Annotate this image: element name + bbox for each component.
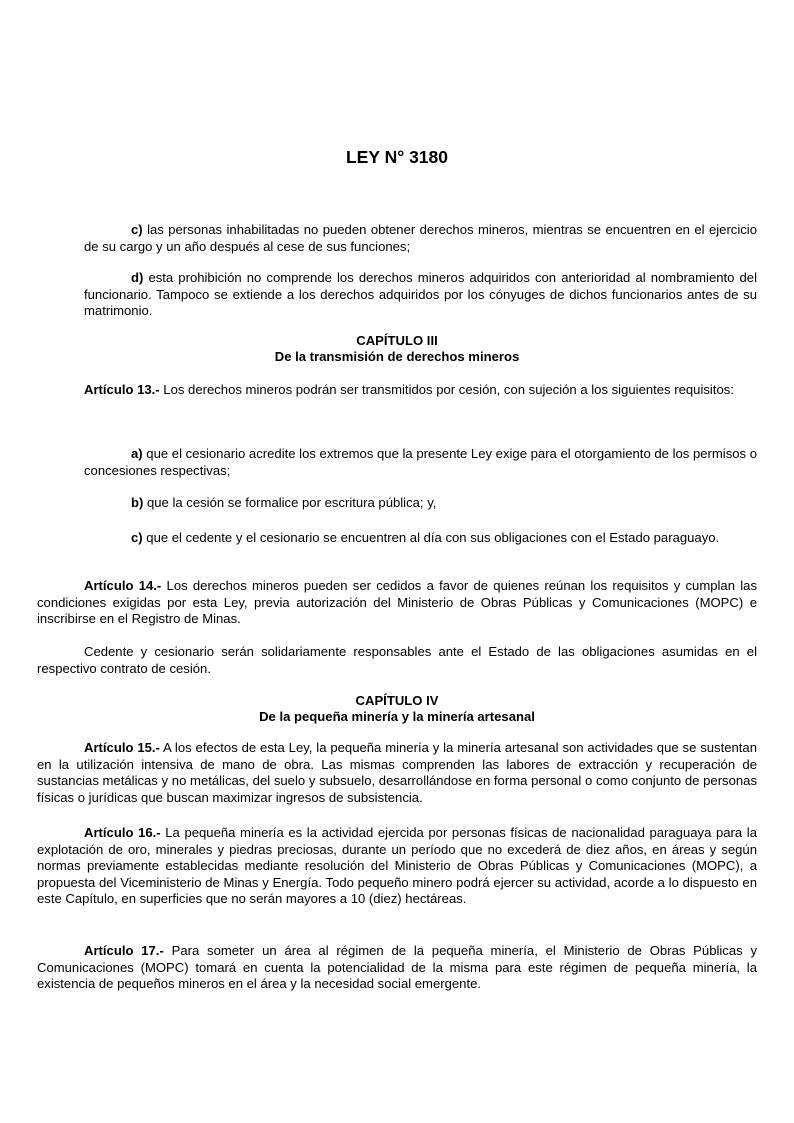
chapter-3-name: De la transmisión de derechos mineros: [274, 349, 520, 364]
item-d-prohibition: [84, 270, 757, 320]
article-label: Artículo 15.-: [84, 740, 160, 755]
item-text: que el cedente y el cesionario se encuentren al día con sus obligaciones con el Estado paraguayo.: [142, 530, 720, 545]
article-text: Los derechos mineros podrán ser transmitidos por cesión, con sujeción a los siguientes requisitos:: [159, 382, 734, 397]
item-text: esta prohibición no comprende los derechos mineros adquiridos con anterioridad al nombramiento del funcionario. Tampoco se extiende a los derechos adquiridos por los cónyuges de dichos funcionarios antes de su matrimonio.: [84, 270, 757, 319]
item-label: d): [131, 270, 144, 285]
article-text: A los efectos de esta Ley, la pequeña minería y la minería artesanal son actividades que se sustentan en la utilización intensiva de mano de obra. Las mismas comprenden las labores de extracción y recuperación de sustancias metálicas y no metálicas, del suelo y subsuelo, desarrollándose en forma personal o como conjunto de personas físicas o jurídicas que buscan maximizar ingresos de subsistencia.: [37, 740, 757, 805]
article-label: Artículo 13.-: [84, 382, 160, 397]
page-title: LEY N° 3180: [345, 147, 448, 167]
item-c-cession: [84, 530, 757, 547]
item-text: que la cesión se formalice por escritura pública; y,: [143, 495, 437, 510]
article-text: La pequeña minería es la actividad ejercida por personas físicas de nacionalidad paraguaya para la explotación de oro, minerales y piedras preciosas, durante un período que no excederá de diez años, en áreas y según normas previamente establecidas mediante resolución del Ministerio de Obras Públicas y Comunicaciones (MOPC), a propuesta del Viceministerio de Minas y Energía. Todo pequeño minero podrá ejercer su actividad, acorde a lo dispuesto en este Capítulo, en superficies que no serán mayores a 10 (diez) hectáreas.: [37, 825, 757, 907]
item-label: a): [131, 446, 143, 461]
chapter-4-name: De la pequeña minería y la minería artesanal: [259, 709, 535, 724]
article-16: [37, 825, 757, 908]
chapter-4-number: CAPÍTULO IV: [355, 693, 439, 708]
chapter-3-number: CAPÍTULO III: [356, 333, 438, 348]
item-b-cession: [84, 495, 757, 512]
article-label: Artículo 17.-: [84, 943, 164, 958]
article-14: [37, 578, 757, 628]
article-15: [37, 740, 757, 806]
item-a-cession: [84, 446, 757, 479]
item-text: las personas inhabilitadas no pueden obtener derechos mineros, mientras se encuentren en el ejercicio de su cargo y un año después al cese de sus funciones;: [84, 222, 757, 254]
article-text: Para someter un área al régimen de la pequeña minería, el Ministerio de Obras Públicas y Comunicaciones (MOPC) tomará en cuenta la potencialidad de la misma para este régimen de pequeña minería, la existencia de pequeños mineros en el área y la necesidad social emergente.: [37, 943, 757, 992]
article-14-paragraph-2: [37, 644, 757, 677]
article-13: [37, 382, 757, 399]
article-text: Los derechos mineros pueden ser cedidos a favor de quienes reúnan los requisitos y cumplan las condiciones exigidas por esta Ley, previa autorización del Ministerio de Obras Públicas y Comunicaciones (MOPC) e inscribirse en el Registro de Minas.: [37, 578, 757, 627]
item-text: que el cesionario acredite los extremos que la presente Ley exige para el otorgamiento de los permisos o concesiones respectivas;: [84, 446, 757, 478]
item-label: b): [131, 495, 144, 510]
paragraph-text: Cedente y cesionario serán solidariamente responsables ante el Estado de las obligaciones asumidas en el respectivo contrato de cesión.: [37, 644, 757, 676]
item-label: c): [131, 530, 143, 545]
item-label: c): [131, 222, 143, 237]
article-label: Artículo 14.-: [84, 578, 162, 593]
article-label: Artículo 16.-: [84, 825, 161, 840]
article-17: [37, 943, 757, 993]
item-c-prohibition: [84, 222, 757, 255]
